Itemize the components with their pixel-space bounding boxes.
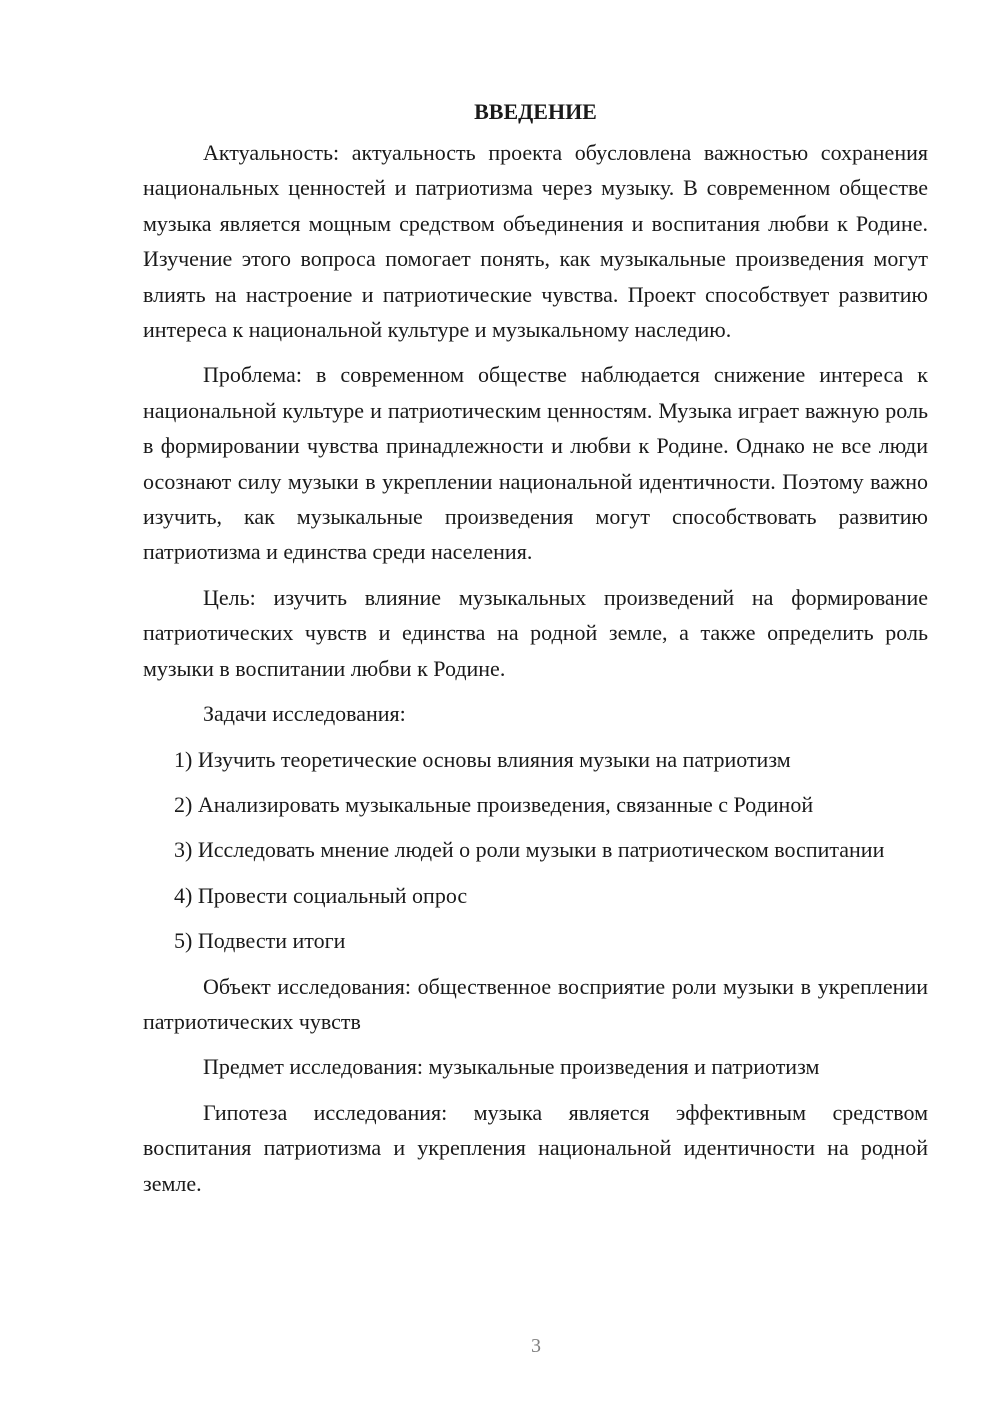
task-item-2: 2) Анализировать музыкальные произведения, связанные с Родиной bbox=[174, 791, 814, 817]
object-paragraph: Объект исследования: общественное восприятие роли музыки в укреплении патриотических чувств bbox=[143, 973, 928, 1034]
subject-paragraph: Предмет исследования: музыкальные произведения и патриотизм bbox=[203, 1054, 820, 1080]
tasks-heading: Задачи исследования: bbox=[203, 701, 406, 727]
hypothesis-paragraph: Гипотеза исследования: музыка является эффективным средством воспитания патриотизма и укрепления национальной идентичности на родной земле. bbox=[143, 1099, 928, 1196]
section-title: ВВЕДЕНИЕ bbox=[474, 99, 597, 124]
document-body bbox=[143, 97, 928, 1211]
task-item-3: 3) Исследовать мнение людей о роли музыки в патриотическом воспитании bbox=[174, 837, 885, 863]
relevance-paragraph: Актуальность: актуальность проекта обусловлена важностью сохранения национальных ценностей и патриотизма через музыку. В современном обществе музыка является мощным средством объединения и воспитания любви к Родине. Изучение этого вопроса помогает понять, как музыкальные произведения могут влиять на настроение и патриотические чувства. Проект способствует развитию интереса к национальной культуре и музыкальному наследию. bbox=[143, 140, 928, 343]
page-number: 3 bbox=[531, 1335, 541, 1357]
task-item-5: 5) Подвести итоги bbox=[174, 928, 346, 954]
goal-paragraph: Цель: изучить влияние музыкальных произведений на формирование патриотических чувств и единства на родной земле, а также определить роль музыки в воспитании любви к Родине. bbox=[143, 584, 928, 681]
problem-paragraph: Проблема: в современном обществе наблюдается снижение интереса к национальной культуре и патриотическим ценностям. Музыка играет важную роль в формировании чувства принадлежности и любви к Родине. Однако не все люди осознают силу музыки в укреплении национальной идентичности. Поэтому важно изучить, как музыкальные произведения могут способствовать развитию патриотизма и единства среди населения. bbox=[143, 362, 928, 565]
task-item-4: 4) Провести социальный опрос bbox=[174, 882, 468, 908]
task-item-1: 1) Изучить теоретические основы влияния музыки на патриотизм bbox=[174, 746, 791, 772]
